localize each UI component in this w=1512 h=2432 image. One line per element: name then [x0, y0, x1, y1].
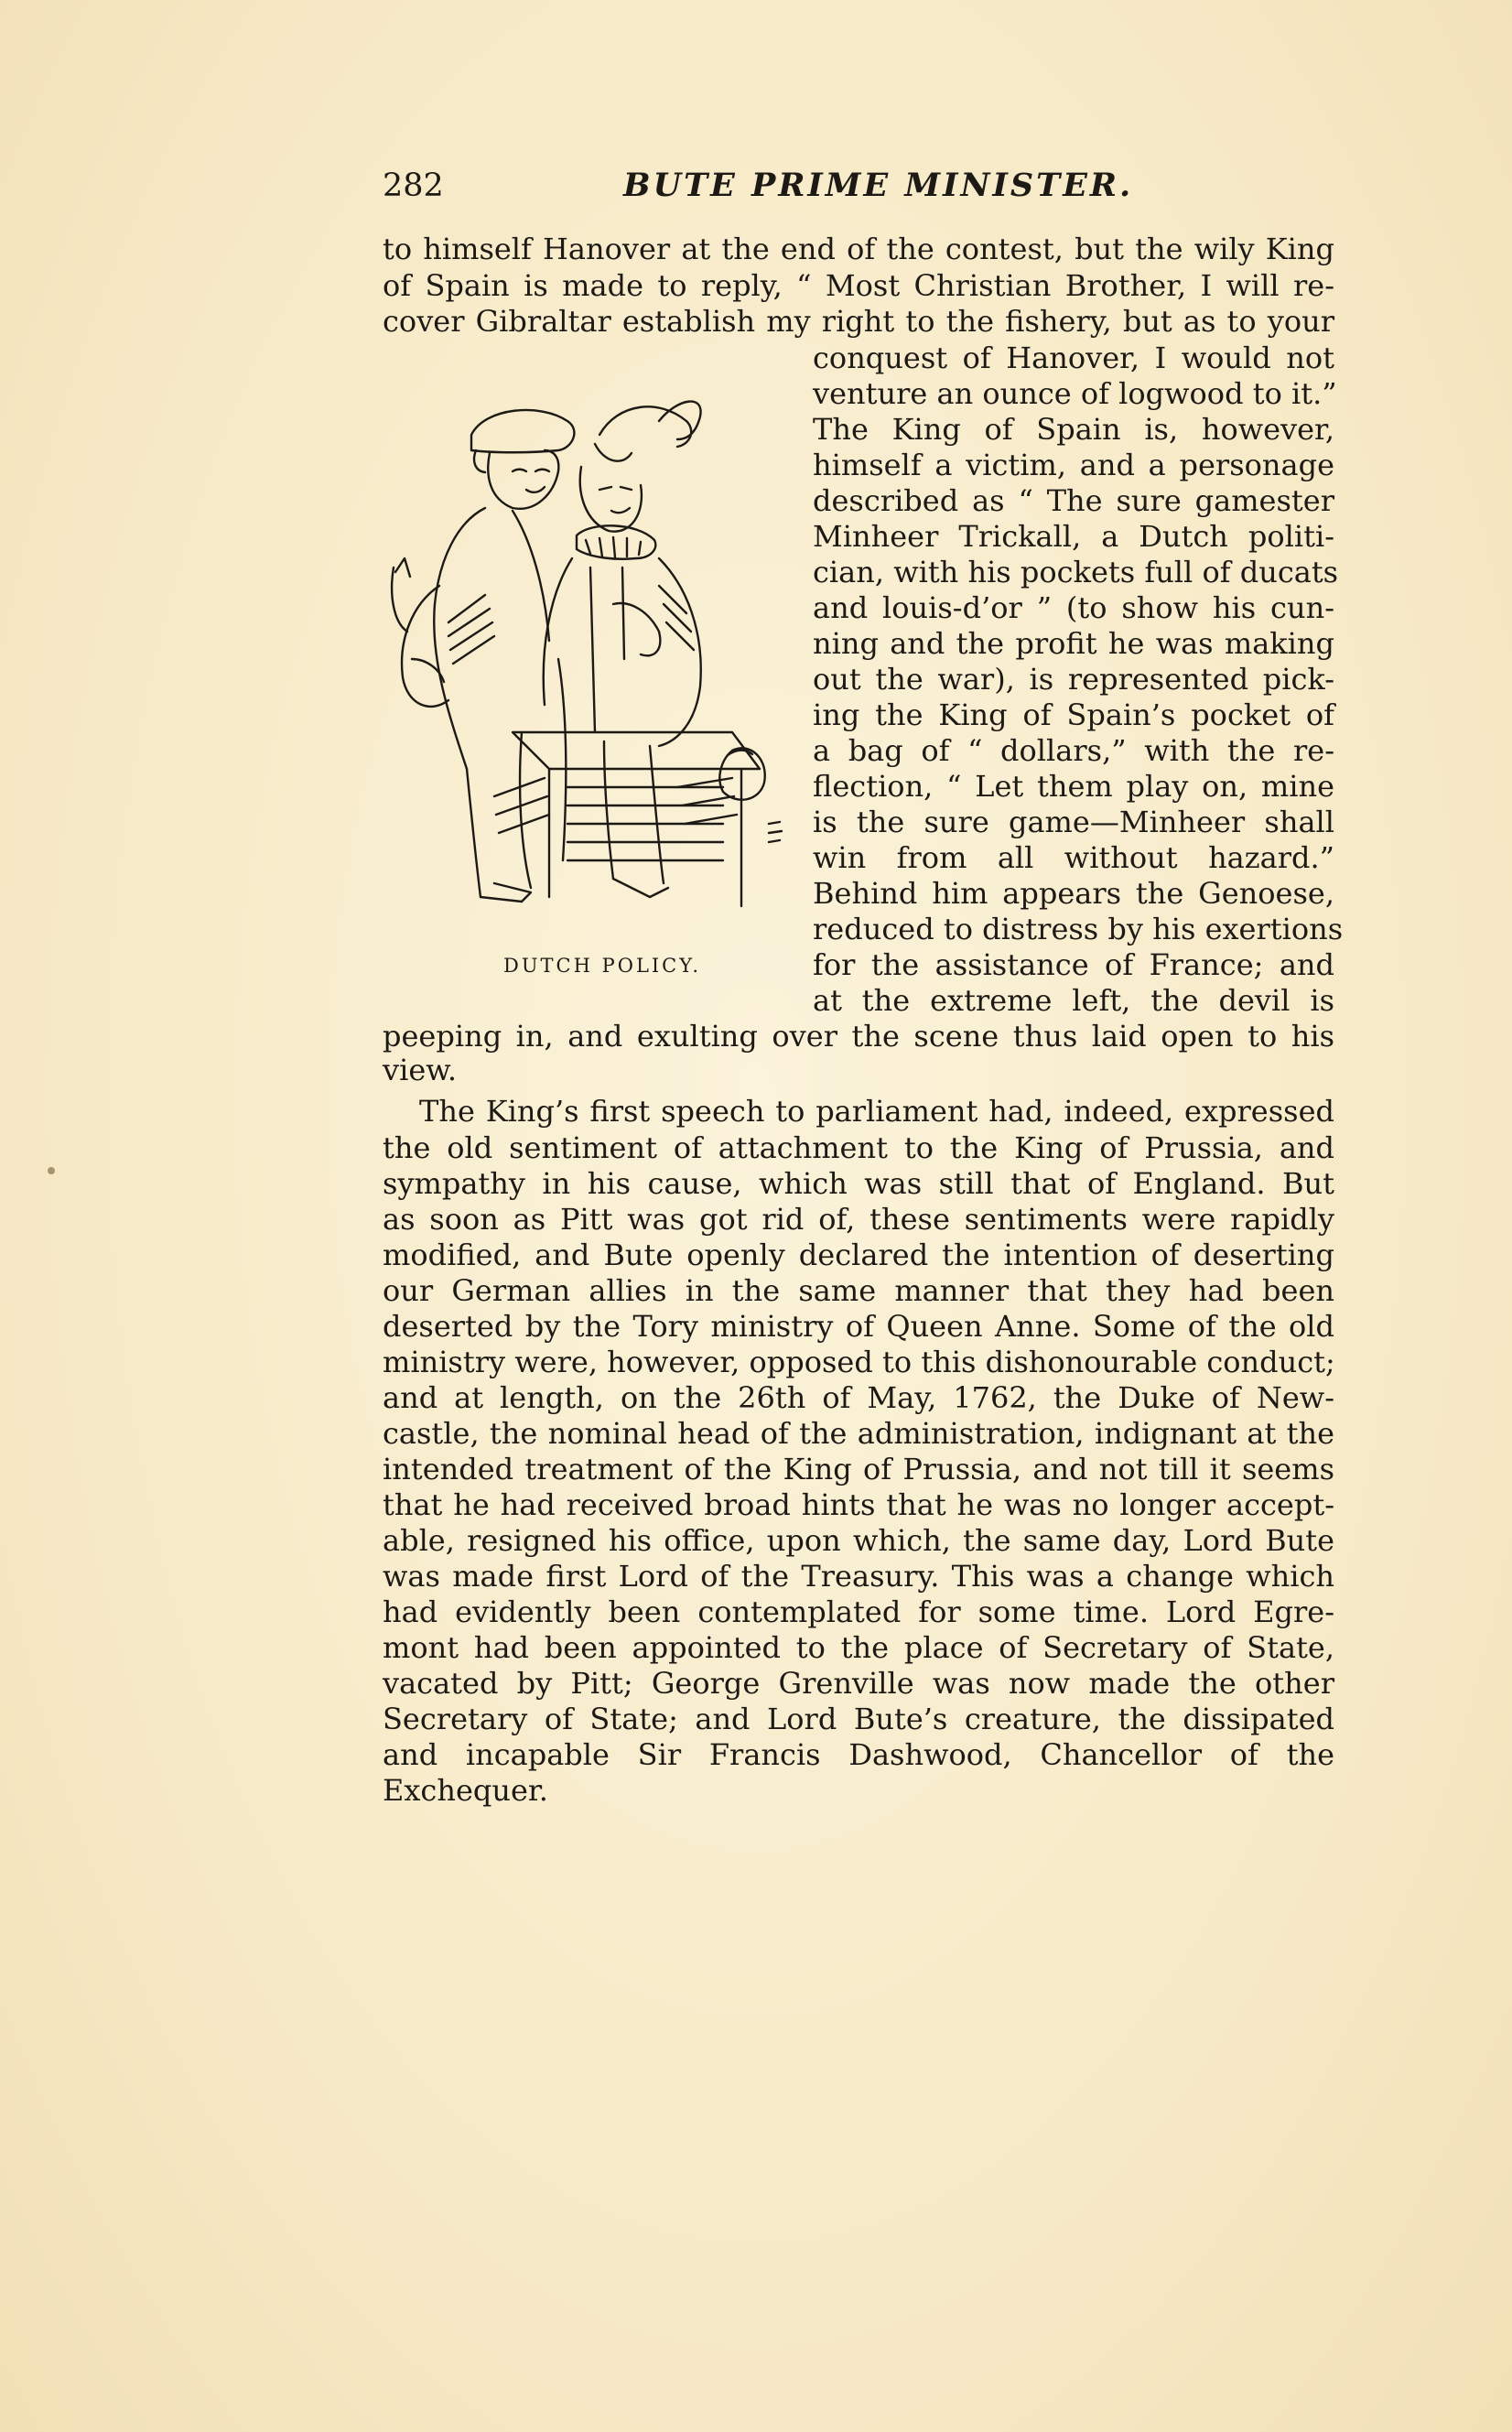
text-line: cian, with his pockets full of ducats: [813, 555, 1339, 589]
text-line: the old sentiment of attachment to the King of Prussia, and: [383, 1130, 1334, 1165]
text-line: at the extreme left, the devil is: [813, 983, 1334, 1018]
text-line: cover Gibraltar establish my right to the fishery, but as to your: [383, 304, 1334, 339]
text-line: himself a victim, and a personage: [813, 448, 1334, 482]
text-line: ministry were, however, opposed to this dishonourable conduct;: [383, 1345, 1335, 1379]
text-line: a bag of “ dollars,” with the re-: [813, 733, 1334, 768]
text-line: venture an ounce of logwood to it.”: [813, 376, 1337, 411]
text-line: Secretary of State; and Lord Bute’s creature, the dissipated: [383, 1702, 1334, 1736]
text-line: for the assistance of France; and: [813, 947, 1334, 982]
text-line: Minheer Trickall, a Dutch politi-: [813, 519, 1334, 554]
text-line: out the war), is represented pick-: [813, 662, 1334, 697]
text-line: that he had received broad hints that he was no longer accept-: [383, 1487, 1334, 1522]
text-line: Exchequer.: [383, 1773, 548, 1808]
text-line: was made first Lord of the Treasury. This was a change which: [383, 1559, 1334, 1594]
text-line: modified, and Bute openly declared the intention of deserting: [383, 1238, 1334, 1272]
engraving-icon: [384, 384, 787, 943]
dutch-policy-illustration: [384, 384, 787, 943]
text-line: deserted by the Tory ministry of Queen Anne. Some of the old: [383, 1309, 1334, 1344]
text-line: The King of Spain is, however,: [813, 412, 1334, 447]
text-line: and louis-d’or ” (to show his cun-: [813, 590, 1334, 625]
text-line: The King’s first speech to parliament had, indeed, expressed: [419, 1094, 1334, 1129]
page-number: 282: [383, 168, 444, 204]
text-line: reduced to distress by his exertions: [813, 912, 1344, 946]
text-line: flection, “ Let them play on, mine: [813, 769, 1334, 804]
text-line: had evidently been contemplated for some time. Lord Egre-: [383, 1594, 1334, 1629]
text-line: sympathy in his cause, which was still that of England. But: [383, 1166, 1334, 1201]
text-line: able, resigned his office, upon which, the same day, Lord Bute: [383, 1523, 1334, 1558]
text-line: Behind him appears the Genoese,: [813, 876, 1334, 911]
text-line: our German allies in the same manner that they had been: [383, 1273, 1334, 1308]
text-line: view.: [383, 1053, 458, 1087]
text-line: vacated by Pitt; George Grenville was now made the other: [383, 1666, 1334, 1701]
text-line: ing the King of Spain’s pocket of: [813, 697, 1334, 732]
paper-speck: [48, 1167, 55, 1174]
text-line: is the sure game—Minheer shall: [813, 805, 1334, 839]
text-line: castle, the nominal head of the administration, indignant at the: [383, 1416, 1334, 1451]
text-line: as soon as Pitt was got rid of, these sentiments were rapidly: [383, 1202, 1334, 1237]
text-line: intended treatment of the King of Prussia, and not till it seems: [383, 1452, 1334, 1486]
text-line: of Spain is made to reply, “ Most Christian Brother, I will re-: [383, 268, 1334, 303]
figure-caption: DUTCH POLICY.: [503, 955, 702, 977]
text-line: and at length, on the 26th of May, 1762, the Duke of New-: [383, 1380, 1334, 1415]
text-line: to himself Hanover at the end of the contest, but the wily King: [383, 232, 1334, 266]
text-line: and incapable Sir Francis Dashwood, Chancellor of the: [383, 1737, 1334, 1772]
text-line: conquest of Hanover, I would not: [813, 340, 1334, 375]
page-header: [383, 163, 1344, 209]
text-line: win from all without hazard.”: [813, 840, 1334, 875]
text-line: mont had been appointed to the place of Secretary of State,: [383, 1630, 1334, 1665]
running-head: BUTE PRIME MINISTER.: [623, 167, 1134, 204]
text-line: described as “ The sure gamester: [813, 483, 1334, 518]
text-line: peeping in, and exulting over the scene thus laid open to his: [383, 1019, 1334, 1054]
text-line: ning and the profit he was making: [813, 626, 1334, 661]
